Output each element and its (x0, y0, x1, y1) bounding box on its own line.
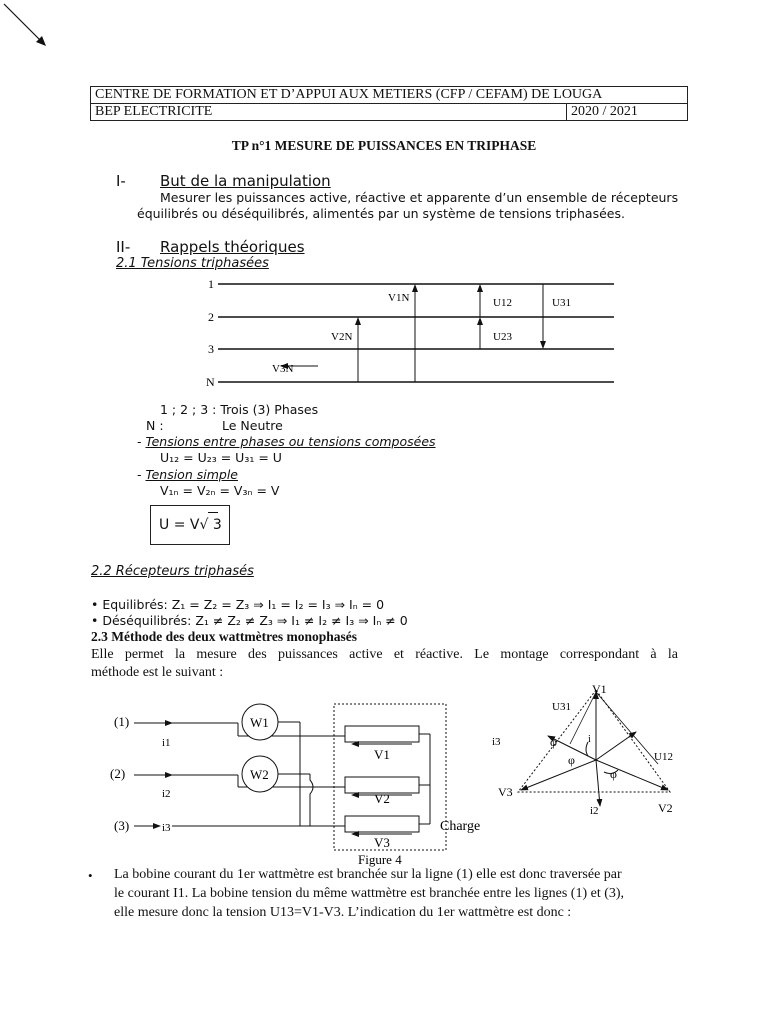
v2n-label: V2N (331, 331, 353, 343)
section-1-heading (116, 172, 331, 190)
program-name: BEP ELECTRICITE (91, 104, 567, 121)
phasor-diagram (488, 678, 698, 828)
i1-phasor (596, 732, 636, 760)
bullet-dot: • (88, 868, 93, 883)
i1-label: i (588, 734, 591, 745)
current-i2-label: i2 (162, 788, 171, 800)
u31-label: U31 (552, 701, 571, 713)
u12-label: U12 (654, 751, 673, 763)
bullet-line2: le courant I1. La bobine tension du même wattmètre est branchée entre les lignes (1) et (3), (114, 886, 625, 901)
u23-label: U23 (493, 331, 512, 343)
load-v2-label: V2 (374, 791, 390, 806)
current-i3-label: i3 (162, 822, 171, 834)
load-z3 (345, 816, 419, 832)
section-1-number: I- (116, 172, 126, 190)
subsection-2-2-title: 2.2 Récepteurs triphasés (91, 564, 254, 579)
phi-label-3: φ (610, 767, 617, 781)
line-2-label: (2) (110, 766, 126, 781)
formula-box: U = V√ 3 (150, 505, 230, 545)
composees-heading: - Tensions entre phases ou tensions composées (137, 434, 436, 449)
three-phase-voltage-diagram (200, 276, 620, 396)
v1-label: V1 (592, 682, 607, 696)
u12-label: U12 (493, 297, 512, 309)
v3-label: V3 (498, 785, 513, 799)
composees-equation: U₁₂ = U₂₃ = U₃₁ = U (160, 450, 282, 465)
phi-label-1: φ (550, 735, 557, 749)
line-label-1: 1 (208, 277, 214, 291)
u31-label: U31 (552, 297, 571, 309)
section-1-title: But de la manipulation (160, 172, 331, 190)
wattmeter-1-label: W1 (250, 715, 269, 730)
bullet-line3: elle mesure donc la tension U13=V1-V3. L’indication du 1er wattmètre est donc : (114, 905, 572, 920)
line-label-n: N (206, 375, 215, 389)
document-title: TP n°1 MESURE DE PUISSANCES EN TRIPHASE (231, 138, 537, 153)
section-1-text-line2: équilibrés ou déséquilibrés, alimentés par un système de tensions triphasées. (137, 206, 625, 221)
subsection-2-3-title: 2.3 Méthode des deux wattmètres monophasés (91, 629, 357, 644)
line-label-2: 2 (208, 310, 214, 324)
phases-definition: 1 ; 2 ; 3 : Trois (3) Phases (160, 402, 319, 417)
simple-label: Tension simple (145, 467, 238, 482)
corner-arrow-icon (0, 0, 60, 60)
load-v1-label: V1 (374, 747, 390, 762)
charge-label: Charge (440, 819, 481, 834)
load-v3-label: V3 (374, 835, 390, 850)
current-i1-label: i1 (162, 737, 171, 749)
simple-heading: - Tension simple (137, 467, 238, 482)
v2-label: V2 (658, 801, 673, 815)
section-2-title: Rappels théoriques (160, 238, 305, 256)
method-text-line2: méthode est le suivant : (91, 665, 224, 680)
v3n-label: V3N (272, 363, 294, 375)
composees-label: Tensions entre phases ou tensions composées (145, 434, 436, 449)
phi-label-2: φ (568, 753, 575, 767)
load-z1 (345, 726, 419, 742)
v1n-label: V1N (388, 292, 410, 304)
i3-label: i3 (492, 736, 501, 748)
school-year: 2020 / 2021 (567, 104, 688, 121)
line-1-label: (1) (114, 714, 130, 729)
i2-phasor (596, 760, 600, 806)
line-3-label: (3) (114, 818, 130, 833)
section-1-text-line1: Mesurer les puissances active, réactive et apparente d’un ensemble de récepteurs (160, 190, 679, 205)
two-wattmeter-wiring-diagram (100, 700, 500, 870)
simple-equation: V₁ₙ = V₂ₙ = V₃ₙ = V (160, 483, 280, 498)
v3-phasor (521, 760, 596, 790)
bullet-line1: La bobine courant du 1er wattmètre est branchée sur la ligne (1) elle est donc traversée par (114, 867, 622, 882)
i2-label: i2 (590, 805, 599, 817)
section-2-heading (116, 238, 305, 256)
subsection-2-1-title: 2.1 Tensions triphasées (116, 256, 269, 271)
neutre-value: Le Neutre (222, 418, 283, 433)
section-2-number: II- (116, 238, 131, 256)
voltage-triangle (518, 690, 670, 792)
figure-caption: Figure 4 (358, 852, 402, 867)
equilibres-line: • Equilibrés: Z₁ = Z₂ = Z₃ ⇒ I₁ = I₂ = I₃ ⇒ Iₙ = 0 (91, 597, 385, 612)
sqrt-bar (208, 512, 218, 513)
header-table (90, 86, 688, 121)
wattmeter-2-label: W2 (250, 767, 269, 782)
neutre-key: N : (146, 418, 164, 433)
method-text-line1: Elle permet la mesure des puissances active et réactive. Le montage correspondant à la (91, 647, 678, 662)
desequilibres-line: • Déséquilibrés: Z₁ ≠ Z₂ ≠ Z₃ ⇒ I₁ ≠ I₂ ≠ I₃ ⇒ Iₙ ≠ 0 (91, 613, 408, 628)
u31-phasor (570, 692, 596, 744)
line-label-3: 3 (208, 342, 214, 356)
center-name: CENTRE DE FORMATION ET D’APPUI AUX METIERS (CFP / CEFAM) DE LOUGA (91, 87, 688, 104)
